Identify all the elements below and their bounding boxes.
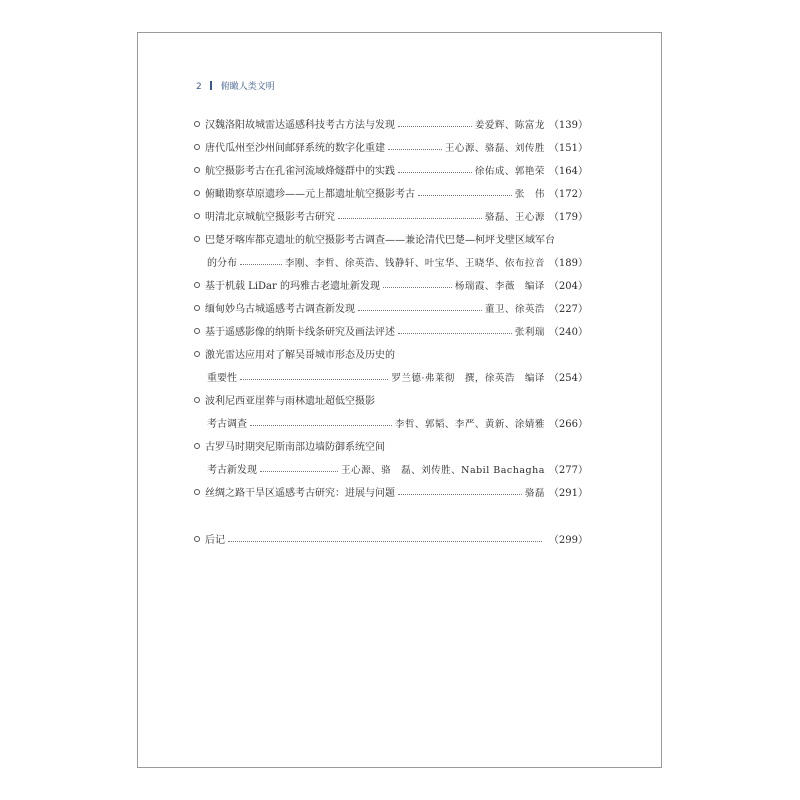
circle-bullet-icon [194,397,200,403]
dot-leader [398,172,472,173]
toc-entry-page: （227） [548,304,588,315]
toc-entry-page: （139） [548,120,588,131]
toc-entry-title-continuation: 的分布 [207,258,237,269]
toc-entry-title: 丝绸之路干旱区遥感考古研究：进展与问题 [205,488,395,499]
circle-bullet-icon [194,282,200,288]
toc-entry-page: （254） [548,373,588,384]
circle-bullet-icon [194,351,200,357]
toc-entry [194,158,588,181]
dot-leader [398,333,512,334]
toc-entry [194,204,588,227]
toc-entry [194,480,588,503]
toc-entry-title: 巴楚牙喀库都克遗址的航空摄影考古调查——兼论清代巴楚—柯坪戈壁区域军台 [205,235,555,246]
circle-bullet-icon [194,121,200,127]
toc-entry-continuation [194,365,588,388]
toc-entry-continuation [194,457,588,480]
header-divider [210,81,212,90]
toc-entry-page: （277） [548,465,588,476]
toc-entry [194,342,588,365]
toc-entry-page: （172） [548,189,588,200]
dot-leader [398,126,472,127]
circle-bullet-icon [194,144,200,150]
toc-entry-author: 王心源、骆 磊、刘传胜、Nabil Bachagha [341,464,545,476]
dot-leader [358,310,482,311]
toc-entry-author: 李刚、李哲、徐英浩、钱静轩、叶宝华、王晓华、依布拉音 [284,257,545,269]
toc-entry [194,434,588,457]
toc-entry-title: 唐代瓜州至沙州间邮驿系统的数字化重建 [205,143,385,154]
section-gap [194,503,588,527]
toc-entry-title: 波利尼西亚崖葬与雨林遗址超低空摄影 [205,396,375,407]
toc-entry-title-continuation: 考古新发现 [207,465,257,476]
circle-bullet-icon [194,536,200,542]
toc-entry-page: （151） [548,143,588,154]
toc-entry-page: （266） [548,419,588,430]
toc-entry-author: 骆磊、王心源 [484,211,545,223]
circle-bullet-icon [194,190,200,196]
toc-entry-author: 董卫、徐英浩 [484,303,545,315]
table-of-contents [194,112,588,550]
circle-bullet-icon [194,489,200,495]
dot-leader [338,218,482,219]
toc-entry-page: （179） [548,212,588,223]
toc-entry [194,296,588,319]
toc-entry-author: 李哲、郭韬、李严、黄新、涂婧雅 [394,418,545,430]
circle-bullet-icon [194,167,200,173]
page-number: 2 [196,82,202,92]
circle-bullet-icon [194,305,200,311]
toc-entry [194,112,588,135]
dot-leader [240,379,388,380]
toc-entry [194,319,588,342]
toc-entry-title-continuation: 重要性 [207,373,237,384]
toc-entry-page: （189） [548,258,588,269]
toc-entry [194,388,588,411]
toc-entry-title: 古罗马时期突尼斯南部边墙防御系统空间 [205,442,385,453]
toc-entry-author: 王心源、骆磊、刘传胜 [444,142,545,154]
toc-entry-page: （204） [548,281,588,292]
toc-entry-title: 后记 [205,535,225,546]
dot-leader [250,425,392,426]
toc-entry [194,181,588,204]
toc-entry-author: 骆磊 [524,487,545,499]
toc-entry-page: （299） [548,535,588,546]
toc-entry-title: 航空摄影考古在孔雀河流域烽燧群中的实践 [205,166,395,177]
toc-entry-author: 张利瑞 [514,326,545,338]
toc-entry-continuation [194,411,588,434]
running-head [196,79,275,92]
toc-entry-title: 基于机载 LiDar 的玛雅古老遗址新发现 [205,281,380,292]
circle-bullet-icon [194,236,200,242]
circle-bullet-icon [194,328,200,334]
toc-entry [194,135,588,158]
dot-leader [228,541,542,542]
book-page [137,32,662,768]
book-title: 俯瞰人类文明 [220,82,275,92]
circle-bullet-icon [194,443,200,449]
toc-entry-author: 姜爱辉、陈富龙 [474,119,545,131]
toc-entry-author: 徐佑成、郭艳荣 [474,165,545,177]
toc-entry-title-continuation: 考古调查 [207,419,247,430]
toc-entry-continuation [194,250,588,273]
dot-leader [388,149,442,150]
dot-leader [398,494,522,495]
toc-entry-afterword [194,527,588,550]
toc-entry-title: 明清北京城航空摄影考古研究 [205,212,335,223]
dot-leader [418,195,512,196]
toc-entry-page: （164） [548,166,588,177]
toc-entry-title: 激光雷达应用对了解吴哥城市形态及历史的 [205,350,395,361]
toc-entry-title: 缅甸妙乌古城遥感考古调查新发现 [205,304,355,315]
toc-entry-page: （240） [548,327,588,338]
toc-entry [194,227,588,250]
dot-leader [240,264,282,265]
toc-entry-title: 汉魏洛阳故城雷达遥感科技考古方法与发现 [205,120,395,131]
toc-entry-author: 张 伟 [514,188,545,200]
circle-bullet-icon [194,213,200,219]
dot-leader [260,471,338,472]
dot-leader [383,287,452,288]
toc-entry-author: 罗兰德·弗莱彻 撰，徐英浩 编译 [391,372,545,384]
toc-entry-title: 俯瞰勘察草原遗珍——元上都遗址航空摄影考古 [205,189,415,200]
toc-entry-title: 基于遥感影像的纳斯卡线条研究及画法评述 [205,327,395,338]
toc-entry-author: 杨瑞霞、李薇 编译 [454,280,545,292]
toc-entry-page: （291） [548,488,588,499]
toc-entry [194,273,588,296]
